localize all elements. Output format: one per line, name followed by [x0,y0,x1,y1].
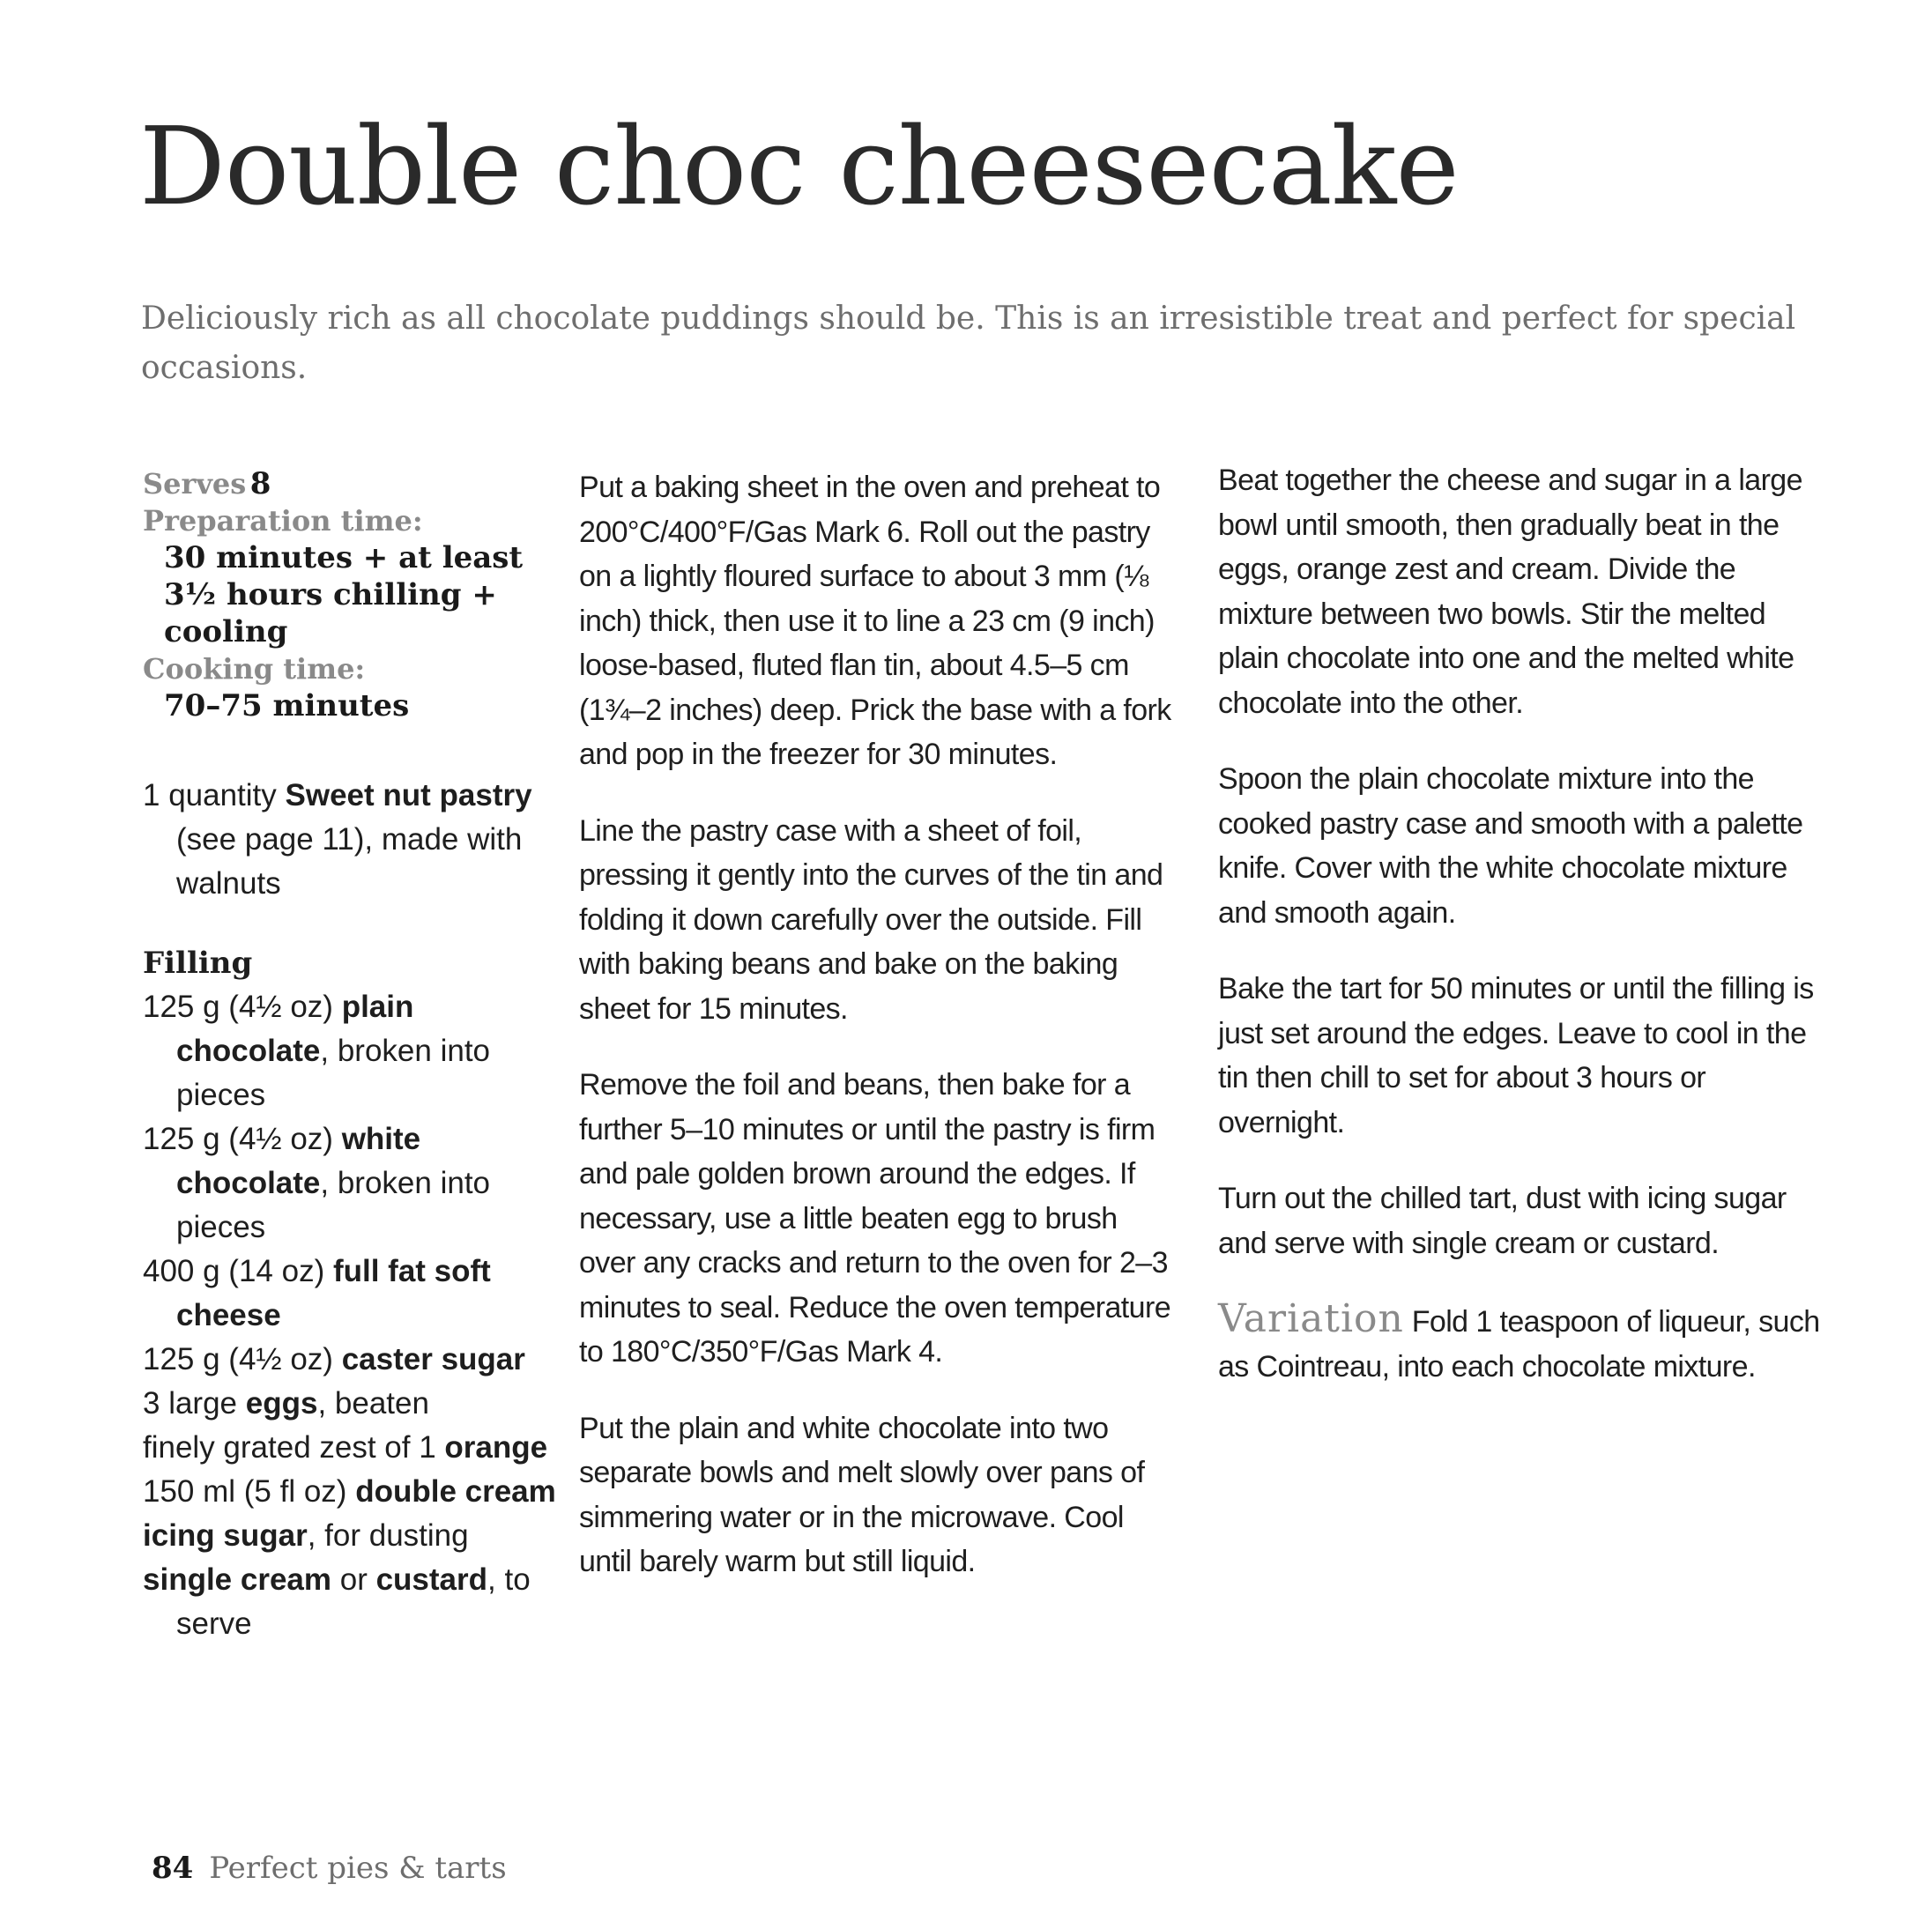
ingredient-item: icing sugar, for dusting [143,1518,469,1553]
recipe-meta [143,465,557,724]
recipe-intro: Deliciously rich as all chocolate puddings should be. This is an irresistible treat and perfect for special occasions. [141,300,1796,386]
prep-time-value: 30 minutes + at least 3½ hours chilling + cooling [164,540,524,649]
ingredient-item: 1 quantity Sweet nut pastry (see page 11), made with walnuts [143,778,532,901]
serves-label: Serves [143,467,247,501]
method-step: Remove the foil and beans, then bake for a further 5–10 minutes or until the pastry is firm and pale golden brown around the edges. If necessary, use a little beaten egg to brush over any cracks and return to the oven for 2–3 minutes to seal. Reduce the oven temperature to 180°C/350°F/Gas Mark 4. [579,1068,1170,1369]
cook-time-label: Cooking time: [143,652,366,686]
variation-label: Variation [1218,1296,1404,1341]
method-step: Put the plain and white chocolate into two separate bowls and melt slowly over pans of simmering water or in the microwave. Cool until barely warm but still liquid. [579,1411,1145,1578]
method-step: Bake the tart for 50 minutes or until the filling is just set around the edges. Leave to cool in the tin then chill to set for about 3 hours or overnight. [1218,972,1814,1139]
variation-note [1218,1297,1826,1389]
filling-heading: Filling [143,946,253,981]
method-step: Line the pastry case with a sheet of foil, pressing it gently into the curves of the tin and folding it down carefully over the outside. Fill with baking beans and bake on the baking sheet for 15 minutes. [579,813,1163,1026]
page-footer [152,1851,507,1886]
prep-time-label: Preparation time: [143,504,423,538]
ingredient-item: single cream or custard, to serve [143,1562,531,1641]
serves-value: 8 [249,466,271,501]
page-number: 84 [152,1851,194,1886]
ingredients-column [143,465,557,1646]
variation-text: Fold 1 teaspoon of liqueur, such as Cointreau, into each chocolate mixture. [1218,1305,1820,1384]
ingredient-item: 125 g (4½ oz) caster sugar [143,1342,525,1376]
cook-time-value: 70–75 minutes [164,688,410,723]
method-step: Beat together the cheese and sugar in a large bowl until smooth, then gradually beat in the eggs, orange zest and cream. Divide the mixture between two bowls. Stir the melted plain chocolate into one and the melted white chocolate into the other. [1218,464,1802,720]
method-column-1 [579,465,1178,1616]
method-column-2 [1218,458,1826,1421]
method-step: Put a baking sheet in the oven and preheat to 200°C/400°F/Gas Mark 6. Roll out the pastry on a lightly floured surface to about 3 mm (⅛ inch) thick, then use it to line a 23 cm (9 inch) loose-based, fluted flan tin, about 4.5–5 cm (1¾–2 inches) deep. Prick the base with a fork and pop in the freezer for 30 minutes. [579,471,1171,771]
ingredient-list-pastry [143,774,557,906]
ingredient-item: 150 ml (5 fl oz) double cream [143,1474,556,1509]
ingredient-item: 125 g (4½ oz) plain chocolate, broken into pieces [143,990,491,1112]
recipe-title: Double choc cheesecake [139,104,1459,229]
ingredient-item: 3 large eggs, beaten [143,1386,429,1421]
section-title: Perfect pies & tarts [209,1851,507,1886]
ingredient-item: 125 g (4½ oz) white chocolate, broken into pieces [143,1122,491,1244]
method-step: Turn out the chilled tart, dust with icing sugar and serve with single cream or custard. [1218,1182,1787,1260]
ingredient-item: finely grated zest of 1 orange [143,1430,548,1465]
ingredient-list-filling [143,985,557,1646]
ingredient-item: 400 g (14 oz) full fat soft cheese [143,1254,491,1332]
method-step: Spoon the plain chocolate mixture into the cooked pastry case and smooth with a palette knife. Cover with the white chocolate mixture and smooth again. [1218,762,1803,930]
